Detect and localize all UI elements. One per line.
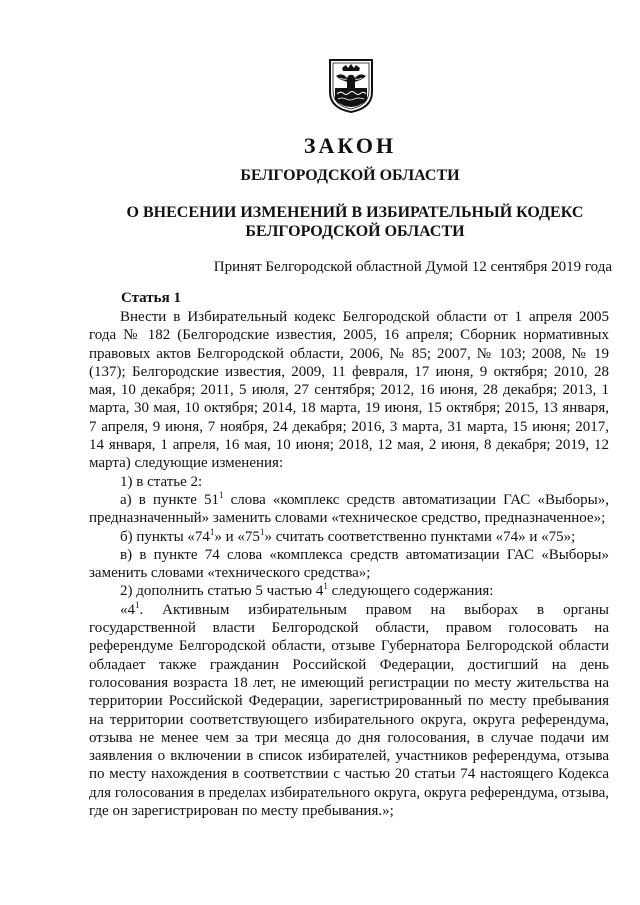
- law-subject-line-1: О ВНЕСЕНИИ ИЗМЕНЕНИЙ В ИЗБИРАТЕЛЬНЫЙ КОДЕКС: [126, 204, 584, 221]
- item-1a-text-start: а) в пункте 51: [120, 491, 219, 508]
- item-1a: [89, 491, 609, 528]
- item-1b-text-middle: » и «75: [214, 528, 260, 545]
- belgorod-coat-of-arms-icon: [328, 58, 374, 114]
- item-1b-text-start: б) пункты «74: [120, 528, 210, 545]
- law-subject-line-2: БЕЛГОРОДСКОЙ ОБЛАСТИ: [245, 223, 465, 240]
- item-2-superscript: 1: [323, 581, 328, 592]
- article-intro-paragraph: Внести в Избирательный кодекс Белгородской области от 1 апреля 2005 года № 182 (Белгородские известия, 2005, 16 апреля; Сборник нормативных правовых актов Белгородской области, 2006, № 85; 2007, № 103; 2008, № 19 (137); Белгородские известия, 2009, 11 февраля, 17 июня, 9 октября; 2010, 28 мая, 10 декабря; 2011, 5 июля, 27 сентября; 2012, 16 июня, 28 декабря; 2013, 1 марта, 30 мая, 10 октября; 2014, 18 марта, 19 июня, 15 октября; 2015, 13 января, 7 апреля, 9 июня, 7 ноября, 24 декабря; 2016, 3 марта, 31 марта, 15 июня; 2017, 14 января, 1 апреля, 16 мая, 10 июня; 2018, 12 мая, 2 июня, 8 декабря; 2019, 12 марта) следующие изменения:: [89, 309, 609, 472]
- article-body: [89, 308, 609, 820]
- article-heading: Статья 1: [121, 290, 181, 306]
- quoted-part-4-1: [89, 601, 609, 821]
- item-1a-superscript: 1: [218, 489, 224, 500]
- item-1b-superscript-1: 1: [209, 526, 215, 537]
- item-2: [89, 582, 609, 600]
- item-1a-text-end: слова «комплекс средств автоматизации ГАС «Выборы», предназначенный» заменить словами «техническое средство, предназначенное»;: [89, 491, 609, 527]
- item-1b: [89, 528, 609, 546]
- item-2-text-end: следующего содержания:: [327, 583, 494, 600]
- quoted-part-number: «4: [120, 601, 135, 618]
- adoption-line: Принят Белгородской областной Думой 12 сентября 2019 года: [213, 259, 612, 275]
- item-1b-text-end: » считать соответственно пунктами «74» и «75»;: [264, 528, 576, 545]
- region-title: БЕЛГОРОДСКОЙ ОБЛАСТИ: [240, 167, 460, 184]
- law-subject: [0, 203, 640, 241]
- item-1b-superscript-2: 1: [259, 526, 265, 537]
- item-1: 1) в статье 2:: [120, 473, 203, 490]
- quoted-part-text: . Активным избирательным правом на выборах в органы государственной власти Белгородской области, правом голосовать на референдуме Белгородской области, отзыве Губернатора Белгородской области обладает также гражданин Российской Федерации, достигший на день голосования возраста 18 лет, не имеющий регистрации по месту жительства на территории Российской Федерации, зарегистрированный по месту пребывания на территории соответствующего избирательного округа, округа референдума, отзыва не менее чем за три месяца до дня голосования, в случае подачи им заявления о включении в список избирателей, участников референдума, отзыва по месту нахождения в соответствии с частью 20 статьи 74 настоящего Кодекса для голосования в пределах избирательного округа, округа референдума, отзыва, где он зарегистрирован по месту пребывания.»;: [89, 601, 609, 820]
- law-title: ЗАКОН: [303, 133, 397, 158]
- item-1c: в) в пункте 74 слова «комплекса средств автоматизации ГАС «Выборы» заменить словами «технического средства»;: [89, 546, 609, 582]
- item-2-text-start: 2) дополнить статью 5 частью 4: [120, 583, 324, 600]
- quoted-part-superscript: 1: [135, 599, 140, 610]
